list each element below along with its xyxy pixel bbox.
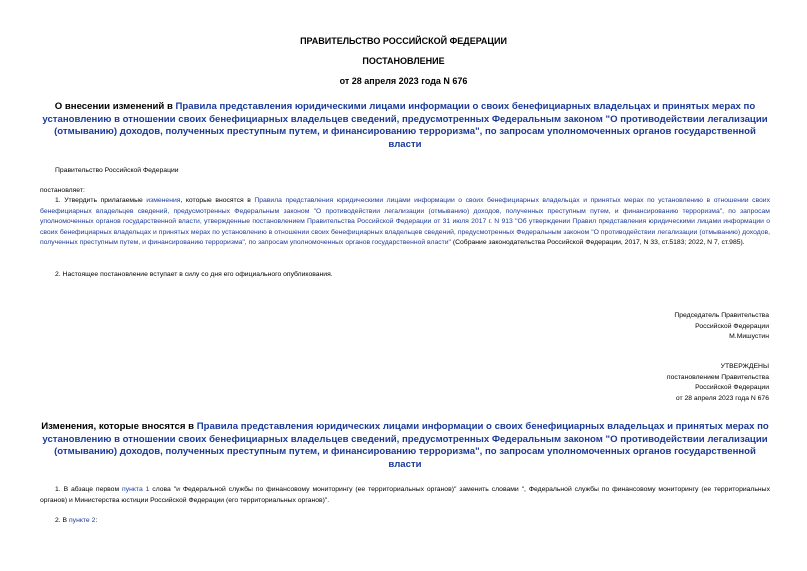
- point-1-link[interactable]: пункта 1: [122, 486, 150, 493]
- point-2-link[interactable]: пункте 2: [68, 517, 96, 524]
- rules-link[interactable]: Правила представления юридическими лицами информации о своих бенефициарных владельцах и принятых мерах по установлению в отношении своих бенефициарных владельцев сведений, предусмотренных Федеральным законом "О противодействии легализации (отмыванию) доходов, полученных преступным путем, и финансированию терроризма", по запросам уполномоченных органов государственной власти: [42, 101, 768, 150]
- document-type: ПОСТАНОВЛЕНИЕ: [362, 56, 445, 66]
- changes-title: [40, 421, 770, 471]
- changes-rules-link[interactable]: Правила представления юридических лицами информации о своих бенефициарных владельцах и принятых мерах по установлению в отношении своих бенефициарных владельцев сведений, предусмотренных Федеральным законом "О противодействии легализации (отмыванию) доходов, полученных преступным путем, и финансированию терроризма", по запросам уполномоченных органов государственной власти: [42, 421, 769, 470]
- rules-resolution-link[interactable]: Правила представления юридическими лицами информации о своих бенефициарных владельцах и принятых мерах по установлению в отношении своих бенефициарных владельцев сведений, предусмотренных Федеральным законом "О противодействии легализации (отмыванию) доходов, полученных преступным путем, и финансированию терроризма", по запросам уполномоченных органов государственной власти, утвержденные постановлением Правительства Российской Федерации от 31 июля 2017 г. N 913 "Об утверждении Правил представления юридическими лицами информации о своих бенефициарных владельцах и принятых мерах по установлению в отношении своих бенефициарных владельцев сведений, предусмотренных Федеральным законом "О противодействии легализации (отмыванию) доходов, полученных преступным путем, и финансированию терроризма", по запросам уполномоченных органов государственной власти": [40, 197, 770, 247]
- government-name: Правительство Российской Федерации: [55, 167, 179, 174]
- item-1: 1. Утвердить прилагаемые изменения, которые вносятся в Правила представления юридическими лицами информации о своих бенефициарных владельцах и принятых мерах по установлению в отношении своих бенефициарных владельцев сведений, предусмотренных Федеральным законом "О противодействии легализации (отмыванию) доходов, полученных преступным путем, и финансированию терроризма", по запросам уполномоченных органов государственной власти, утвержденные постановлением Правительства Российской Федерации от 31 июля 2017 г. N 913 "Об утверждении Правил представления юридическими лицами информации о своих бенефициарных владельцах и принятых мерах по установлению в отношении своих бенефициарных владельцев сведений, предусмотренных Федеральным законом "О противодействии легализации (отмыванию) доходов, полученных преступным путем, и финансированию терроризма", по запросам уполномоченных органов государственной власти" (Собрание законодательства Российской Федерации, 2017, N 33, ст.5183; 2022, N 7, ст.985).: [40, 197, 770, 247]
- government-header: ПРАВИТЕЛЬСТВО РОССИЙСКОЙ ФЕДЕРАЦИИ: [300, 36, 507, 46]
- signature-block: Председатель Правительства Российской Федерации М.Мишустин: [674, 312, 769, 341]
- item-2: 2. Настоящее постановление вступает в силу со дня его официального опубликования.: [55, 271, 333, 278]
- approved-block: УТВЕРЖДЕНЫ постановлением Правительства Российской Федерации от 28 апреля 2023 года N 676: [666, 363, 769, 402]
- change-1: 1. В абзаце первом пункта 1 слова "и Федеральной службы по финансовому мониторингу (ее территориальных органов)" заменить словами ", Федеральной службы по финансовому мониторингу (ее территориальных органов) и Министерства юстиции Российской Федерации (его территориальных органов)".: [40, 486, 770, 504]
- changes-title-prefix: Изменения, которые вносятся в: [41, 421, 197, 432]
- change-2: 2. В пункте 2:: [55, 517, 98, 524]
- document-date-number: от 28 апреля 2023 года N 676: [339, 76, 468, 86]
- changes-link[interactable]: изменения: [146, 197, 181, 204]
- document-title: [40, 101, 770, 151]
- document-title-prefix: О внесении изменений в: [54, 101, 176, 112]
- resolves-text: постановляет:: [40, 187, 85, 194]
